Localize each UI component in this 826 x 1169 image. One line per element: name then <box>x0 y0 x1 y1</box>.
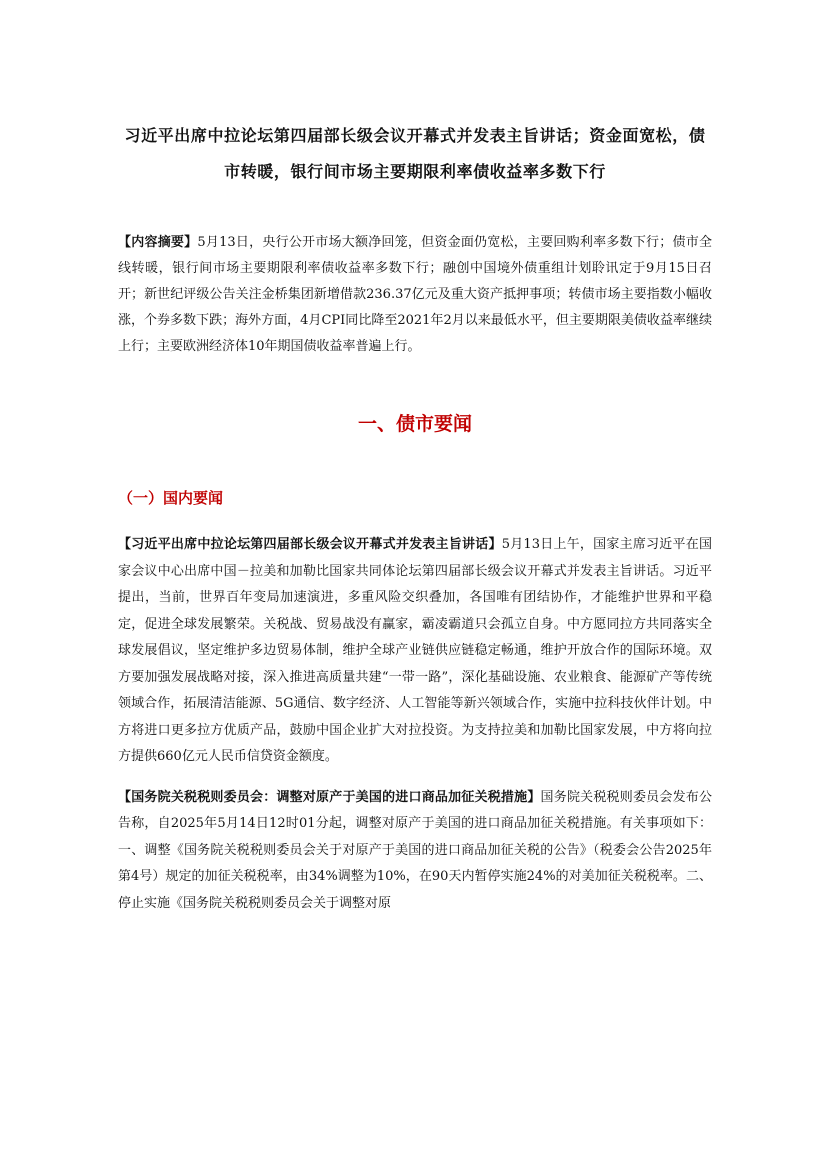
news-body: 5月13日上午，国家主席习近平在国家会议中心出席中国－拉美和加勒比国家共同体论坛第四届部长级会议开幕式并发表主旨讲话。习近平提出，当前，世界百年变局加速演进，多重风险交织叠加，各国唯有团结协作，才能维护世界和平稳定，促进全球发展繁荣。关税战、贸易战没有赢家，霸凌霸道只会孤立自身。中方愿同拉方共同落实全球发展倡议，坚定维护多边贸易体制，维护全球产业链供应链稳定畅通，维护开放合作的国际环境。双方要加强发展战略对接，深入推进高质量共建“一带一路”，深化基础设施、农业粮食、能源矿产等传统领域合作，拓展清洁能源、5G通信、数字经济、人工智能等新兴领域合作，实施中拉科技伙伴计划。中方将进口更多拉方优质产品，鼓励中国企业扩大对拉投资。为支持拉美和加勒比国家发展，中方将向拉方提供660亿元人民币信贷资金额度。 <box>118 537 712 764</box>
news-headline: 【习近平出席中拉论坛第四届部长级会议开幕式并发表主旨讲话】 <box>118 537 502 552</box>
document-page <box>118 118 712 917</box>
subsection-title: （一）国内要闻 <box>118 489 224 507</box>
news-body: 国务院关税税则委员会发布公告称，自2025年5月14日12时01分起，调整对原产于美国的进口商品加征关税措施。有关事项如下：一、调整《国务院关税税则委员会关于对原产于美国的进口商品加征关税的公告》（税委会公告2025年第4号）规定的加征关税税率，由34%调整为10%，在90天内暂停实施24%的对美加征关税税率。二、停止实施《国务院关税税则委员会关于调整对原 <box>118 789 712 911</box>
document-title: 习近平出席中拉论坛第四届部长级会议开幕式并发表主旨讲话；资金面宽松，债市转暖，银行间市场主要期限利率债收益率多数下行 <box>124 126 706 181</box>
section-title: 一、债市要闻 <box>357 413 472 435</box>
summary-text: 5月13日，央行公开市场大额净回笼，但资金面仍宽松，主要回购利率多数下行；债市全线转暖，银行间市场主要期限利率债收益率多数下行；融创中国境外债重组计划聆讯定于9月15日召开；新世纪评级公告关注金桥集团新增借款236.37亿元及重大资产抵押事项；转债市场主要指数小幅收涨，个券多数下跌；海外方面，4月CPI同比降至2021年2月以来最低水平，但主要期限美债收益率继续上行；主要欧洲经济体10年期国债收益率普遍上行。 <box>118 235 712 354</box>
news-headline: 【国务院关税税则委员会：调整对原产于美国的进口商品加征关税措施】 <box>118 789 541 805</box>
summary-paragraph <box>118 230 712 360</box>
news-item-tariff-adjustment <box>118 785 712 918</box>
summary-label: 【内容摘要】 <box>118 235 198 250</box>
news-item-summit-speech <box>118 532 712 771</box>
